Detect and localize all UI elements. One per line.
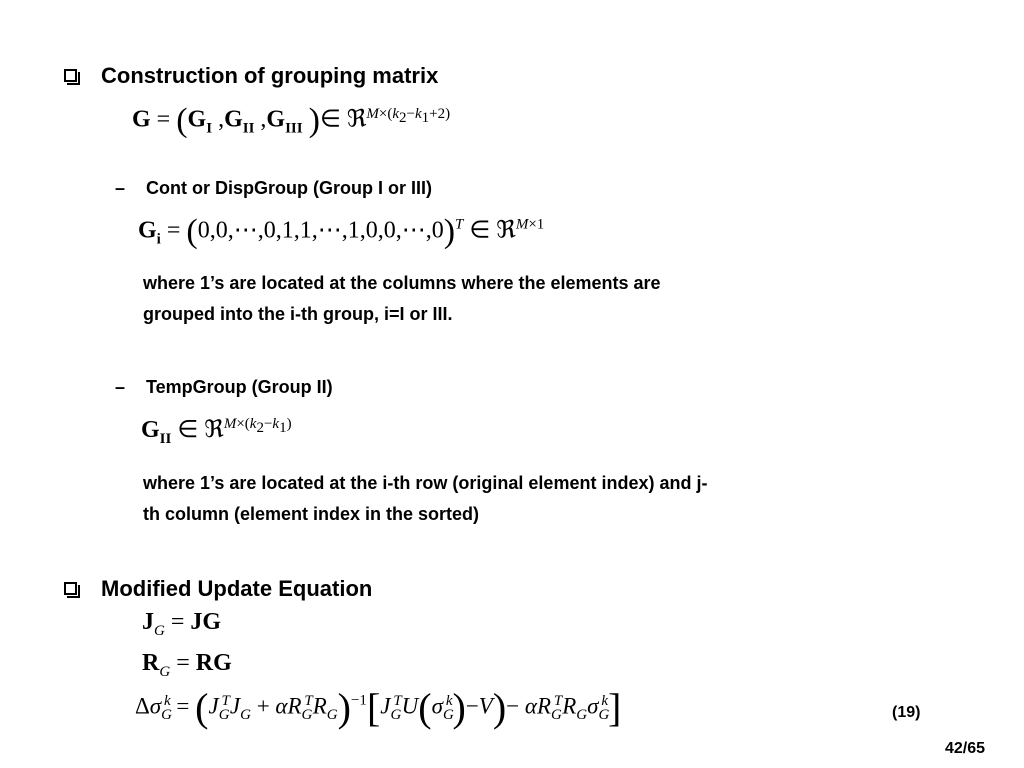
note-group-i-line2: grouped into the i-th group, i=I or III.	[143, 304, 453, 324]
equation-jg-definition: $J_G$ = JG	[142, 609, 222, 639]
section-heading-grouping-matrix: Construction of grouping matrix	[101, 63, 439, 88]
equation-gi-definition: $G_i$ = (0,0,⋯,0,1,1,⋯,1,0,0,⋯,0)$^T$ ∈ ℜ$^{M\times 1}$	[138, 213, 545, 250]
bullet-icon	[64, 69, 77, 82]
equation-gii-definition: $G_{II}$ ∈ ℜ$^{M\times(k_2-k_1)}$	[141, 416, 292, 447]
dash-marker: –	[115, 178, 126, 198]
dash-marker: –	[115, 377, 126, 397]
page-number: 42/65	[945, 740, 986, 757]
note-group-ii-line2: th column (element index in the sorted)	[143, 504, 480, 524]
equation-number: (19)	[892, 704, 921, 721]
equation-update: $\Delta\sigma_G^k = (J_G^TJ_G + \alpha R_G^TR_G)^{-1}[J_G^TU(\sigma_G^k)-V)- \alpha R_G^TR_G\sigma_G^k$]	[135, 685, 622, 730]
bullet-icon	[64, 582, 77, 595]
subitem-label-temp-group: TempGroup (Group II)	[146, 377, 333, 397]
subitem-label-cont-disp-group: Cont or DispGroup (Group I or III)	[146, 178, 432, 198]
equation-rg-definition: $R_G$ = RG	[142, 650, 232, 680]
note-group-i-line1: where 1’s are located at the columns where the elements are	[143, 273, 661, 293]
section-heading-update-equation: Modified Update Equation	[101, 576, 373, 601]
note-group-ii-line1: where 1’s are located at the i-th row (original element index) and j-	[143, 473, 708, 493]
equation-g-definition: $G = (G_I$ $,G_{II}$ $,G_{III}$ )∈ ℜ$^{M\times(k_2-k_1+2)}$	[132, 102, 451, 139]
